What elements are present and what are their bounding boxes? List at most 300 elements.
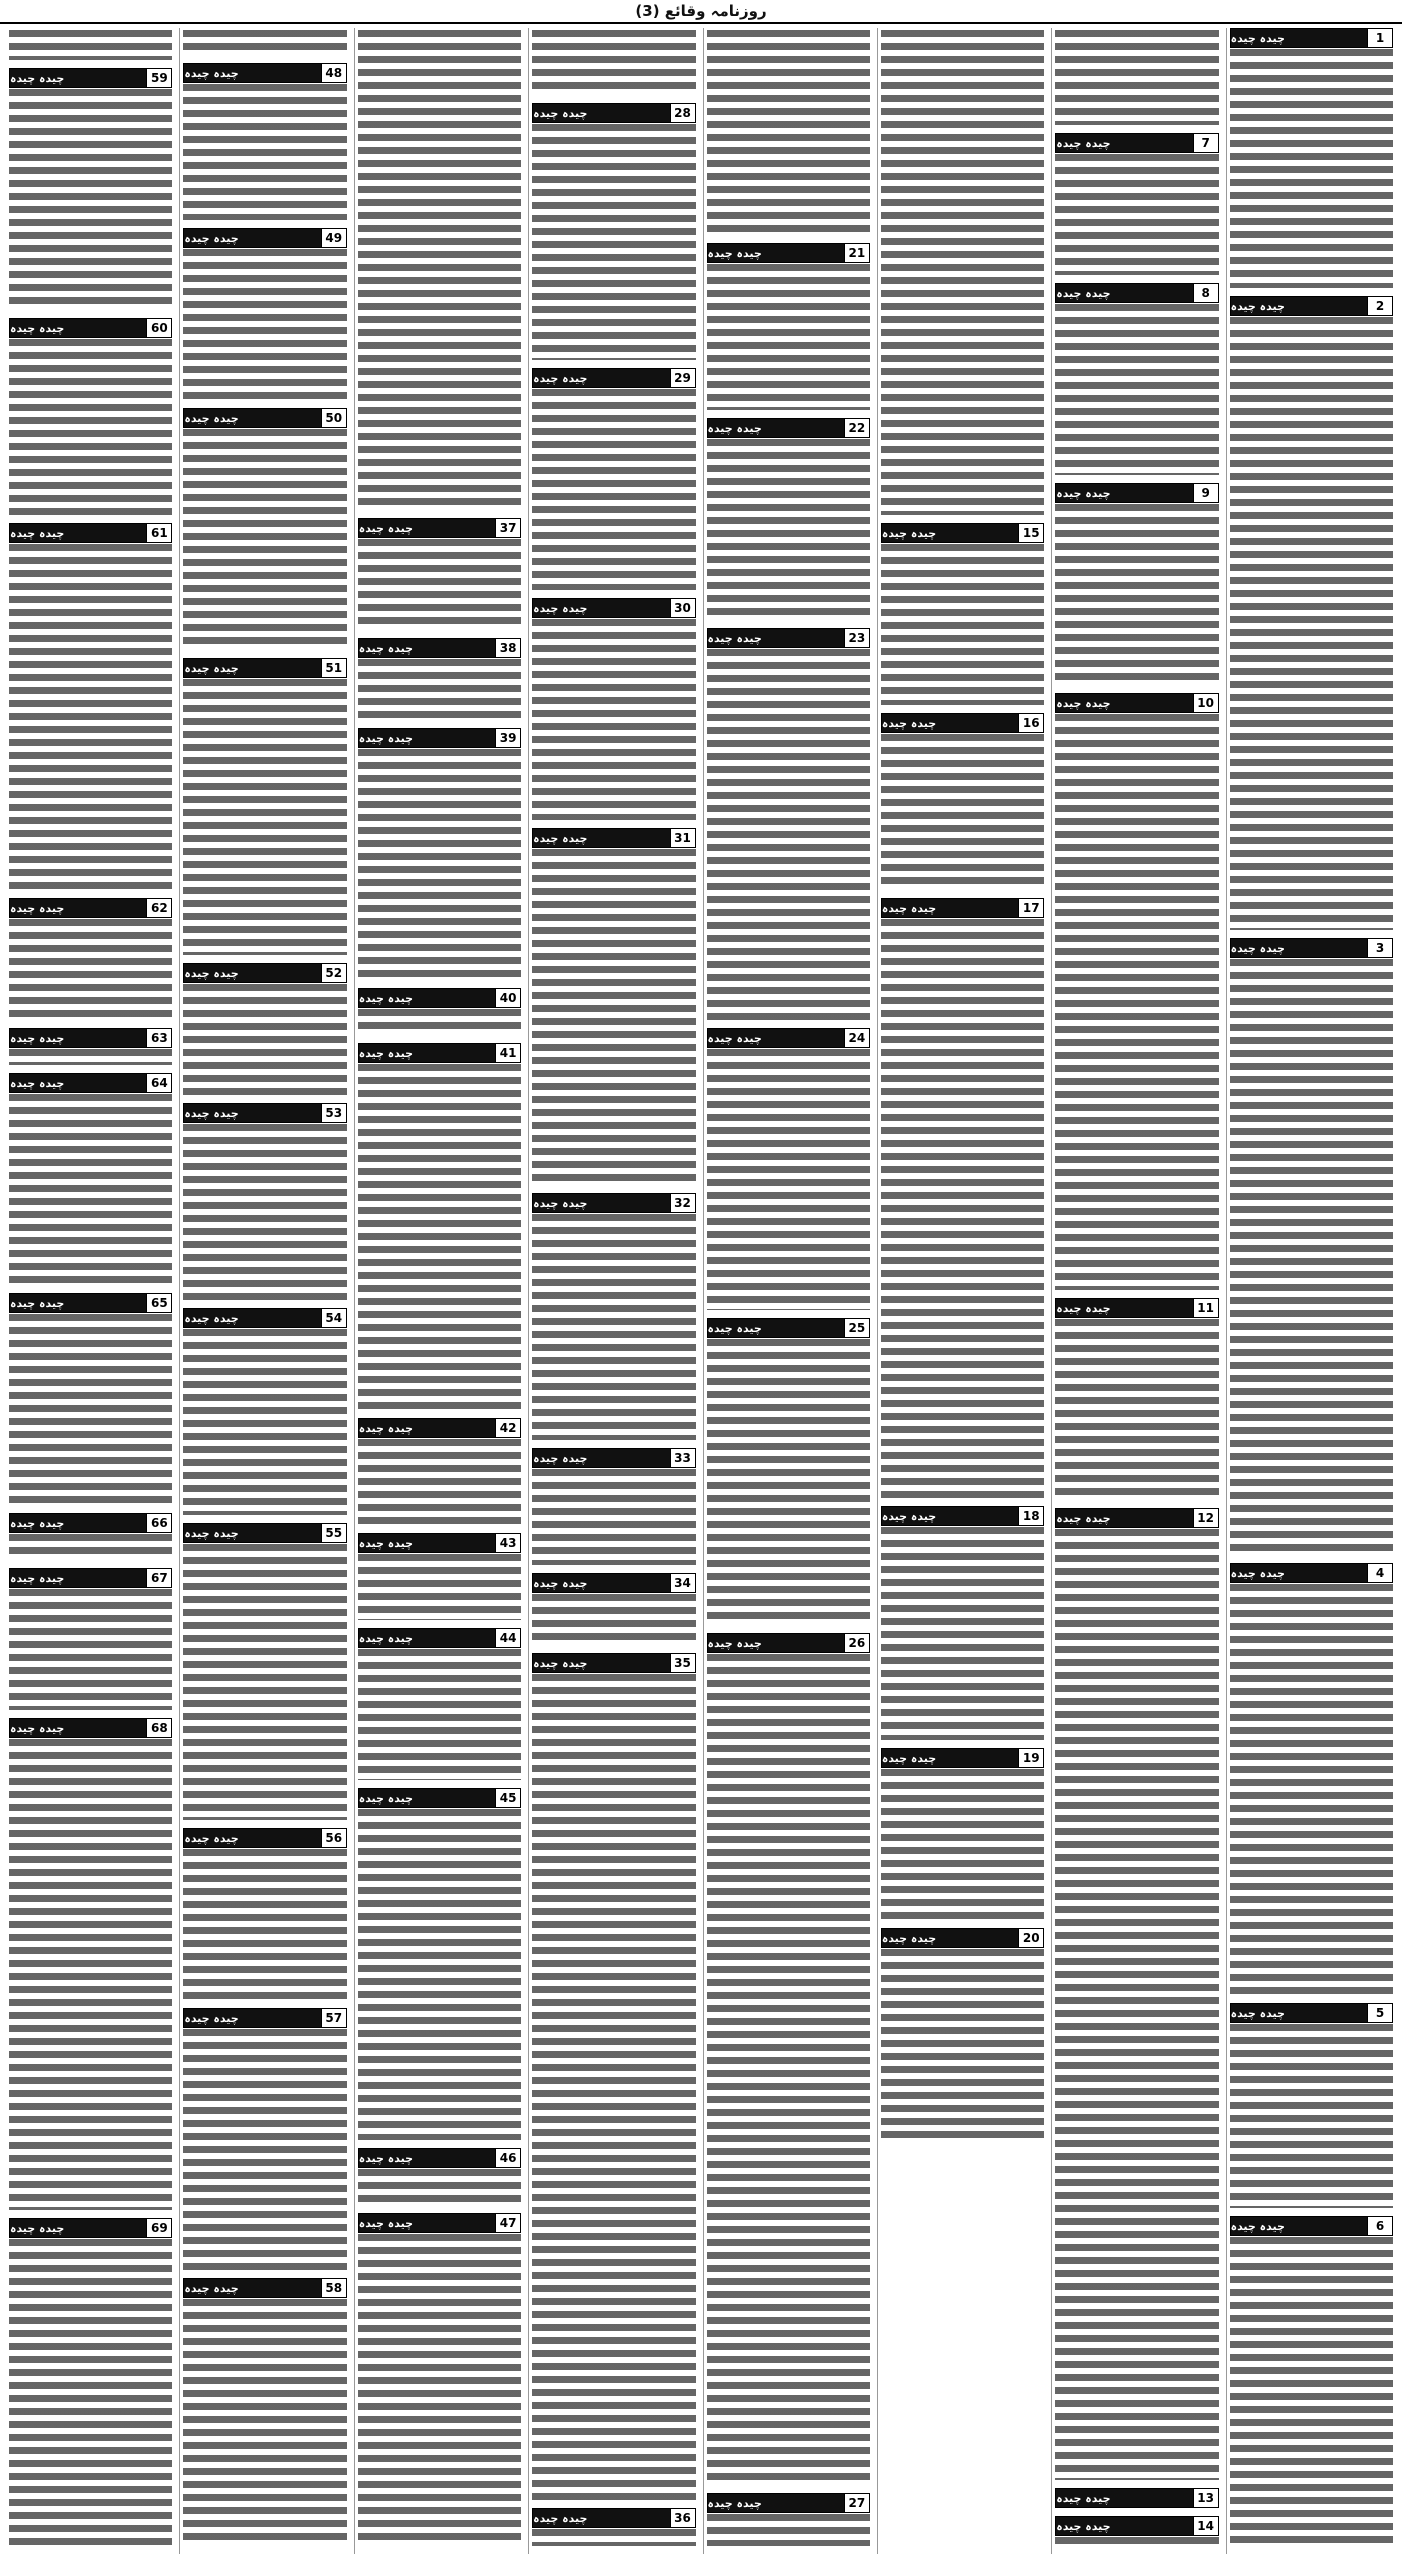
news-item <box>9 1028 172 1069</box>
news-item-header <box>9 2218 172 2238</box>
news-item-label: چیدہ چیدہ <box>1231 297 1367 315</box>
article-text <box>707 30 870 235</box>
article-text <box>9 544 172 890</box>
news-item-header <box>183 2008 346 2028</box>
article-text <box>9 919 172 1020</box>
article-text <box>881 30 1044 515</box>
article-text <box>707 264 870 410</box>
news-item-continuation <box>1055 28 1218 129</box>
news-item <box>881 1748 1044 1924</box>
article-text <box>532 124 695 360</box>
news-item-number: 11 <box>1193 1299 1218 1317</box>
news-item-number: 5 <box>1367 2004 1392 2022</box>
news-item-header <box>881 1748 1044 1768</box>
news-item-label: چیدہ چیدہ <box>10 1719 146 1737</box>
news-item-label: چیدہ چیدہ <box>184 229 320 247</box>
news-item-label: چیدہ چیدہ <box>10 899 146 917</box>
news-item-label: چیدہ چیدہ <box>708 419 844 437</box>
news-item <box>9 523 172 894</box>
news-item-label: چیدہ چیدہ <box>533 369 669 387</box>
news-item <box>881 1928 1044 2144</box>
news-item-label: چیدہ چیدہ <box>708 1634 844 1652</box>
news-item-label: چیدہ چیدہ <box>708 629 844 647</box>
article-text <box>183 1124 346 1300</box>
article-text <box>881 919 1044 1498</box>
news-item-number: 19 <box>1018 1749 1043 1767</box>
news-column <box>877 28 1047 2554</box>
news-item-number: 56 <box>321 1829 346 1847</box>
article-text <box>532 1594 695 1645</box>
article-text <box>532 2529 695 2546</box>
news-item-label: چیدہ چیدہ <box>533 829 669 847</box>
news-item-number: 32 <box>670 1194 695 1212</box>
news-item-number: 31 <box>670 829 695 847</box>
news-item-label: چیدہ چیدہ <box>882 1929 1018 1947</box>
news-item-header <box>881 1506 1044 1526</box>
news-item-label: چیدہ چیدہ <box>882 899 1018 917</box>
news-item-number: 17 <box>1018 899 1043 917</box>
news-item-number: 54 <box>321 1309 346 1327</box>
news-item <box>707 243 870 414</box>
article-text <box>1055 1319 1218 1500</box>
news-item <box>707 418 870 624</box>
news-item-label: چیدہ چیدہ <box>708 1029 844 1047</box>
news-item <box>532 598 695 824</box>
news-item-header <box>1055 133 1218 153</box>
article-text <box>881 1527 1044 1740</box>
news-item-header <box>532 368 695 388</box>
news-item-label: چیدہ چیدہ <box>359 519 495 537</box>
news-item-label: چیدہ چیدہ <box>708 1319 844 1337</box>
news-item-continuation <box>183 28 346 59</box>
article-text <box>532 1469 695 1565</box>
news-item-header <box>358 1788 521 1808</box>
news-item <box>358 2148 521 2209</box>
news-item-label: چیدہ چیدہ <box>184 64 320 82</box>
news-item <box>358 1418 521 1529</box>
news-item <box>881 1506 1044 1744</box>
news-item-number: 26 <box>844 1634 869 1652</box>
article-text <box>183 2299 346 2546</box>
news-item-label: چیدہ چیدہ <box>1231 1564 1367 1582</box>
news-item-number: 46 <box>495 2149 520 2167</box>
news-item-continuation <box>9 28 172 64</box>
news-item-header <box>9 523 172 543</box>
news-item-header <box>532 828 695 848</box>
article-text <box>1055 504 1218 685</box>
news-item-label: چیدہ چیدہ <box>10 319 146 337</box>
news-item-header <box>358 518 521 538</box>
article-text <box>358 1439 521 1525</box>
news-item-label: چیدہ چیدہ <box>10 1074 146 1092</box>
article-text <box>9 1534 172 1560</box>
news-item-continuation <box>707 28 870 239</box>
news-item-header <box>183 2278 346 2298</box>
news-item-label: چیدہ چیدہ <box>10 2219 146 2237</box>
article-text <box>9 1589 172 1710</box>
news-item <box>183 63 346 224</box>
news-item-header <box>707 418 870 438</box>
news-item-label: چیدہ چیدہ <box>1056 2517 1192 2535</box>
news-item <box>358 1788 521 2144</box>
news-item <box>1230 1563 1393 1999</box>
news-item-number: 9 <box>1193 484 1218 502</box>
article-text <box>358 659 521 720</box>
news-item-number: 62 <box>146 899 171 917</box>
news-item <box>1055 1298 1218 1504</box>
news-item-label: چیدہ چیدہ <box>359 1044 495 1062</box>
news-item <box>881 898 1044 1502</box>
news-item-label: چیدہ چیدہ <box>882 1749 1018 1767</box>
news-item-header <box>532 1448 695 1468</box>
article-text <box>358 749 521 980</box>
article-text <box>1055 714 1218 1290</box>
news-item <box>532 2508 695 2550</box>
article-text <box>1230 1584 1393 1995</box>
news-item <box>183 658 346 959</box>
news-item-number: 51 <box>321 659 346 677</box>
news-item-number: 39 <box>495 729 520 747</box>
news-item <box>1230 296 1393 934</box>
news-item-number: 33 <box>670 1449 695 1467</box>
news-item-header <box>358 1418 521 1438</box>
article-text <box>183 30 346 55</box>
news-item-number: 42 <box>495 1419 520 1437</box>
news-item-header <box>881 523 1044 543</box>
news-item-number: 34 <box>670 1574 695 1592</box>
news-columns <box>6 28 1396 2554</box>
news-item-label: چیدہ چیدہ <box>1056 134 1192 152</box>
news-item-header <box>532 1573 695 1593</box>
news-item-header <box>183 1308 346 1328</box>
news-item-header <box>881 898 1044 918</box>
news-item <box>532 368 695 594</box>
news-item-label: چیدہ چیدہ <box>10 1029 146 1047</box>
news-item-header <box>881 713 1044 733</box>
news-item <box>183 1523 346 1824</box>
news-item <box>358 638 521 724</box>
news-item-header <box>1055 1508 1218 1528</box>
article-text <box>358 1554 521 1620</box>
news-item-header <box>532 103 695 123</box>
news-item-label: چیدہ چیدہ <box>10 1294 146 1312</box>
news-item-number: 15 <box>1018 524 1043 542</box>
article-text <box>1230 49 1393 288</box>
news-item-label: چیدہ چیدہ <box>359 2214 495 2232</box>
news-item-number: 3 <box>1367 939 1392 957</box>
news-item-header <box>183 963 346 983</box>
news-item-header <box>9 318 172 338</box>
news-item-label: چیدہ چیدہ <box>1056 484 1192 502</box>
news-item-number: 52 <box>321 964 346 982</box>
article-text <box>532 389 695 590</box>
news-item-header <box>183 1103 346 1123</box>
news-item <box>707 1318 870 1629</box>
news-item-label: چیدہ چیدہ <box>359 1419 495 1437</box>
news-item-number: 36 <box>670 2509 695 2527</box>
news-item-header <box>9 1293 172 1313</box>
article-text <box>1055 154 1218 275</box>
page-masthead: روزنامہ وقائع (3) <box>0 0 1402 24</box>
article-text <box>1055 2537 1218 2546</box>
news-item-number: 14 <box>1193 2517 1218 2535</box>
news-item <box>358 728 521 984</box>
article-text <box>358 2234 521 2546</box>
news-item-number: 57 <box>321 2009 346 2027</box>
news-item-label: چیدہ چیدہ <box>184 1829 320 1847</box>
news-item-label: چیدہ چیدہ <box>533 599 669 617</box>
article-text <box>1230 2237 1393 2546</box>
news-item-label: چیدہ چیدہ <box>184 659 320 677</box>
news-item-label: چیدہ چیدہ <box>533 1654 669 1672</box>
news-item-label: چیدہ چیدہ <box>359 1789 495 1807</box>
news-item <box>183 228 346 404</box>
news-item-label: چیدہ چیدہ <box>184 1524 320 1542</box>
news-item-label: چیدہ چیدہ <box>1056 284 1192 302</box>
news-item-label: چیدہ چیدہ <box>882 524 1018 542</box>
news-item-header <box>1230 938 1393 958</box>
article-text <box>1230 2024 1393 2208</box>
article-text <box>358 2169 521 2205</box>
news-item-header <box>1230 28 1393 48</box>
news-item-number: 1 <box>1367 29 1392 47</box>
news-item-number: 58 <box>321 2279 346 2297</box>
article-text <box>358 1649 521 1780</box>
news-item-header <box>9 1073 172 1093</box>
news-item <box>532 1573 695 1649</box>
news-item-number: 37 <box>495 519 520 537</box>
news-item-header <box>1055 483 1218 503</box>
news-item-number: 30 <box>670 599 695 617</box>
news-item <box>881 523 1044 709</box>
news-item-header <box>358 2148 521 2168</box>
news-item-number: 35 <box>670 1654 695 1672</box>
news-item-number: 49 <box>321 229 346 247</box>
article-text <box>183 1544 346 1820</box>
news-item-label: چیدہ چیدہ <box>533 2509 669 2527</box>
news-item-header <box>532 1653 695 1673</box>
news-item-label: چیدہ چیدہ <box>359 729 495 747</box>
news-item <box>183 1308 346 1519</box>
news-item <box>1230 28 1393 292</box>
news-item <box>1055 693 1218 1294</box>
news-item-number: 47 <box>495 2214 520 2232</box>
news-item-header <box>1055 2488 1218 2508</box>
news-item-header <box>183 658 346 678</box>
news-column <box>1226 28 1396 2554</box>
news-item-continuation <box>881 28 1044 519</box>
news-item-number: 25 <box>844 1319 869 1337</box>
article-text <box>1230 959 1393 1555</box>
news-item-label: چیدہ چیدہ <box>533 1574 669 1592</box>
article-text <box>707 439 870 620</box>
news-item <box>358 1533 521 1624</box>
news-item <box>881 713 1044 894</box>
news-item-label: چیدہ چیدہ <box>184 2009 320 2027</box>
news-item <box>358 1043 521 1414</box>
news-item-label: چیدہ چیدہ <box>708 244 844 262</box>
news-item-header <box>707 628 870 648</box>
news-item-header <box>358 1628 521 1648</box>
news-item <box>1230 2003 1393 2212</box>
article-text <box>707 1339 870 1625</box>
news-item-number: 22 <box>844 419 869 437</box>
news-item-label: چیدہ چیدہ <box>184 1309 320 1327</box>
news-item-number: 48 <box>321 64 346 82</box>
news-item-label: چیدہ چیدہ <box>359 989 495 1007</box>
news-item <box>9 1073 172 1289</box>
article-text <box>881 734 1044 890</box>
news-item-header <box>183 228 346 248</box>
news-item-header <box>532 1193 695 1213</box>
news-item-label: چیدہ چیدہ <box>882 714 1018 732</box>
news-item-number: 64 <box>146 1074 171 1092</box>
news-item-number: 66 <box>146 1514 171 1532</box>
news-item-number: 29 <box>670 369 695 387</box>
news-item <box>9 2218 172 2550</box>
article-text <box>358 539 521 630</box>
news-column <box>6 28 175 2554</box>
news-item-number: 60 <box>146 319 171 337</box>
news-item <box>707 1028 870 1314</box>
article-text <box>183 1329 346 1515</box>
news-item-number: 16 <box>1018 714 1043 732</box>
news-item-header <box>358 1043 521 1063</box>
article-text <box>9 1739 172 2210</box>
news-item-label: چیدہ چیدہ <box>10 69 146 87</box>
news-item-number: 2 <box>1367 297 1392 315</box>
article-text <box>183 984 346 1095</box>
news-item <box>183 2008 346 2274</box>
news-item-number: 41 <box>495 1044 520 1062</box>
article-text <box>1055 30 1218 125</box>
news-item-label: چیدہ چیدہ <box>533 1194 669 1212</box>
news-item-label: چیدہ چیدہ <box>359 2149 495 2167</box>
news-item-label: چیدہ چیدہ <box>708 2494 844 2512</box>
article-text <box>707 2514 870 2546</box>
news-item-number: 24 <box>844 1029 869 1047</box>
news-item <box>9 1568 172 1714</box>
news-item-header <box>358 728 521 748</box>
news-item-number: 68 <box>146 1719 171 1737</box>
news-item-number: 65 <box>146 1294 171 1312</box>
news-column <box>354 28 524 2554</box>
article-text <box>707 1654 870 2485</box>
news-column <box>703 28 873 2554</box>
news-item-header <box>1055 283 1218 303</box>
news-item-header <box>532 2508 695 2528</box>
news-item <box>358 518 521 634</box>
news-item <box>1055 1508 1218 2484</box>
news-item-header <box>183 1828 346 1848</box>
news-item-header <box>1230 1563 1393 1583</box>
news-item-label: چیدہ چیدہ <box>882 1507 1018 1525</box>
article-text <box>707 649 870 1020</box>
news-item <box>9 318 172 519</box>
news-item <box>1055 483 1218 689</box>
news-item-number: 67 <box>146 1569 171 1587</box>
news-item-continuation <box>532 28 695 99</box>
news-item <box>1055 283 1218 479</box>
article-text <box>183 1849 346 2000</box>
article-text <box>881 1769 1044 1920</box>
news-item <box>1230 938 1393 1559</box>
news-item-header <box>1230 2216 1393 2236</box>
news-item-number: 53 <box>321 1104 346 1122</box>
news-item-header <box>1055 1298 1218 1318</box>
news-item <box>9 898 172 1024</box>
news-item <box>9 1513 172 1564</box>
news-column <box>179 28 349 2554</box>
news-item-label: چیدہ چیدہ <box>184 964 320 982</box>
news-item-header <box>1230 2003 1393 2023</box>
news-item-header <box>9 1513 172 1533</box>
article-text <box>532 1674 695 2500</box>
news-item-number: 28 <box>670 104 695 122</box>
article-text <box>358 1809 521 2140</box>
news-item <box>532 1653 695 2504</box>
news-item-label: چیدہ چیدہ <box>10 1514 146 1532</box>
news-column <box>528 28 698 2554</box>
news-item-number: 59 <box>146 69 171 87</box>
news-item-header <box>9 68 172 88</box>
article-text <box>707 1049 870 1310</box>
news-item <box>183 1103 346 1304</box>
news-item-number: 50 <box>321 409 346 427</box>
news-item <box>1230 2216 1393 2550</box>
news-item-header <box>183 1523 346 1543</box>
article-text <box>9 339 172 515</box>
news-item-number: 55 <box>321 1524 346 1542</box>
news-item <box>358 1628 521 1784</box>
article-text <box>1055 304 1218 475</box>
news-item-header <box>358 988 521 1008</box>
news-item-header <box>9 1718 172 1738</box>
article-text <box>532 849 695 1185</box>
news-item-label: چیدہ چیدہ <box>1231 29 1367 47</box>
article-text <box>532 619 695 820</box>
news-item-header <box>707 2493 870 2513</box>
article-text <box>183 429 346 650</box>
news-item <box>183 2278 346 2550</box>
article-text <box>1230 317 1393 930</box>
article-text <box>183 2029 346 2270</box>
news-item <box>707 628 870 1024</box>
article-text <box>358 1009 521 1035</box>
news-item-label: چیدہ چیدہ <box>184 409 320 427</box>
news-item-label: چیدہ چیدہ <box>10 524 146 542</box>
news-item-continuation <box>358 28 521 514</box>
news-item-number: 45 <box>495 1789 520 1807</box>
news-item <box>1055 2488 1218 2512</box>
news-item-header <box>9 1568 172 1588</box>
news-item-label: چیدہ چیدہ <box>1056 1509 1192 1527</box>
news-item-number: 13 <box>1193 2489 1218 2507</box>
news-item-header <box>9 1028 172 1048</box>
news-item-header <box>183 63 346 83</box>
news-item-label: چیدہ چیدہ <box>184 2279 320 2297</box>
news-item <box>1055 2516 1218 2550</box>
article-text <box>9 1049 172 1065</box>
news-item-number: 6 <box>1367 2217 1392 2235</box>
news-item <box>532 103 695 364</box>
news-item-header <box>183 408 346 428</box>
news-item-number: 40 <box>495 989 520 1007</box>
news-item <box>532 1448 695 1569</box>
news-item-header <box>358 1533 521 1553</box>
news-item-header <box>358 638 521 658</box>
article-text <box>9 1314 172 1505</box>
